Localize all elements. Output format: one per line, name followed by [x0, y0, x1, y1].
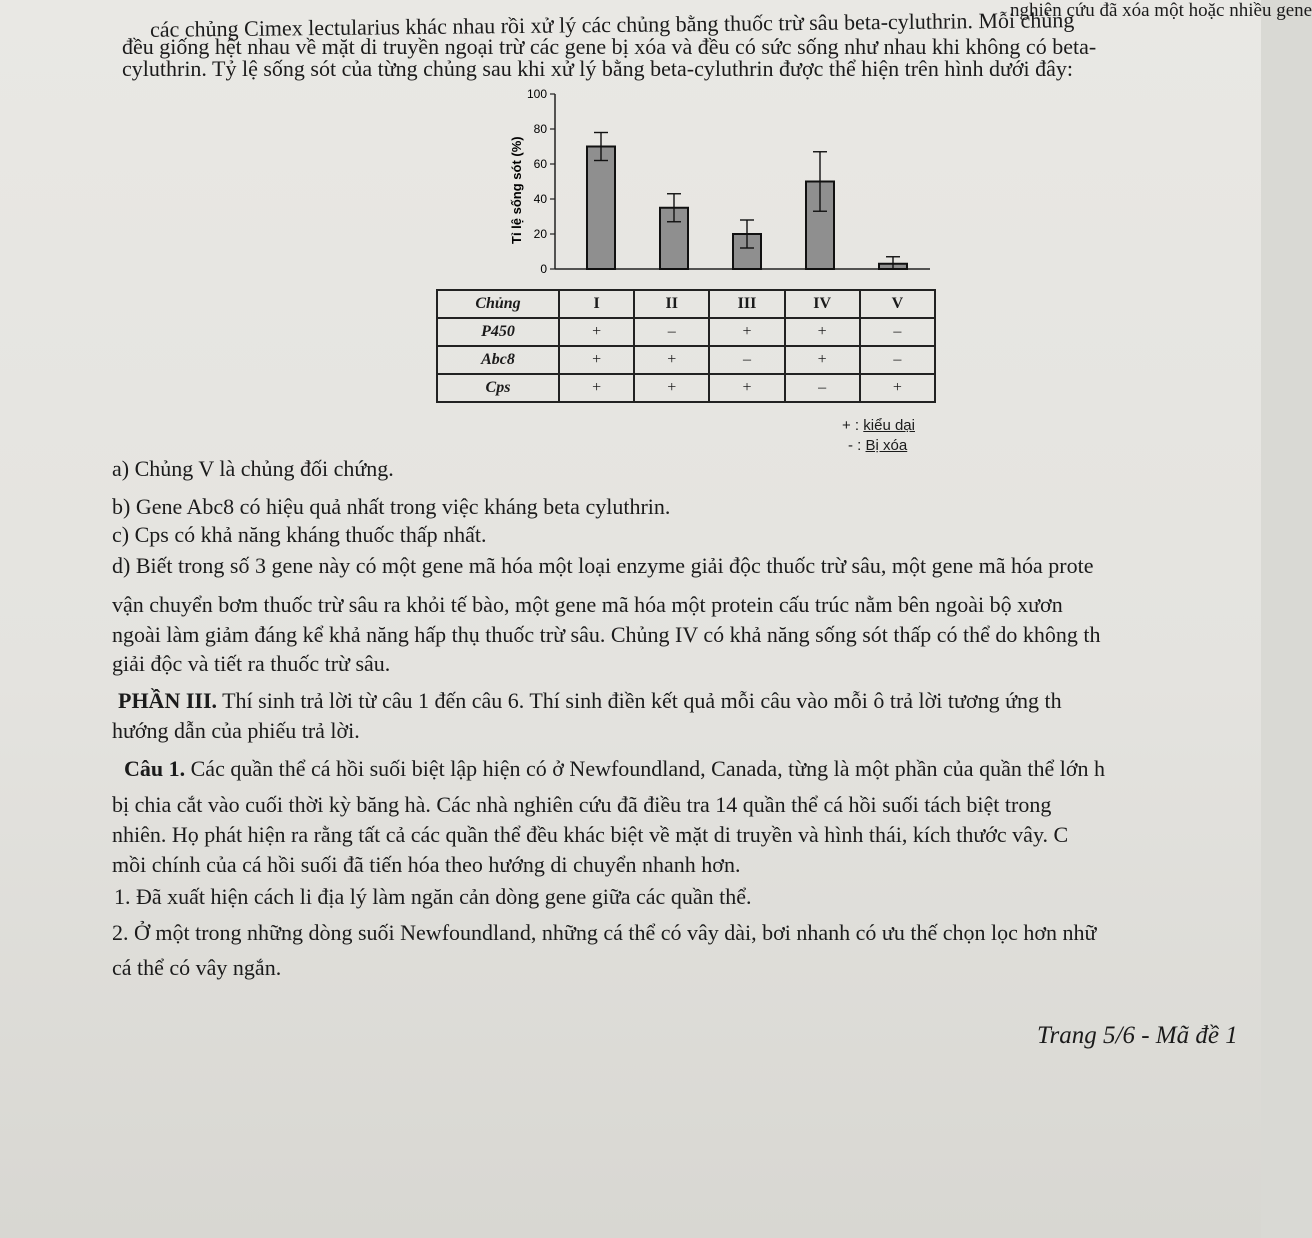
- question1-line-4: mồi chính của cá hồi suối đã tiến hóa theo hướng di chuyển nhanh hơn.: [112, 852, 741, 877]
- table-header-cell: III: [709, 290, 784, 318]
- table-cell: +: [634, 346, 709, 374]
- table-legend: [842, 416, 915, 456]
- statement-b: b) Gene Abc8 có hiệu quả nhất trong việc kháng beta cyluthrin.: [112, 494, 671, 519]
- table-cell: –: [785, 374, 860, 402]
- statement-d-line-1: d) Biết trong số 3 gene này có một gene mã hóa một loại enzyme giải độc thuốc trừ sâu, một gene mã hóa prote: [112, 553, 1094, 578]
- question1-item-2-line-2: cá thể có vây ngắn.: [112, 955, 282, 980]
- question1-item-1: 1. Đã xuất hiện cách li địa lý làm ngăn cản dòng gene giữa các quần thể.: [114, 884, 752, 909]
- y-tick-label: 0: [540, 262, 547, 276]
- part3-line-2: hướng dẫn của phiếu trả lời.: [112, 718, 360, 743]
- table-cell-gene: P450: [437, 318, 559, 346]
- y-tick-label: 100: [526, 87, 547, 101]
- statement-a: a) Chủng V là chủng đối chứng.: [112, 456, 394, 481]
- legend-minus: [842, 436, 915, 456]
- gene-table: [436, 289, 936, 403]
- table-header-cell: II: [634, 290, 709, 318]
- statement-d-line-3: ngoài làm giảm đáng kể khả năng hấp thụ thuốc trừ sâu. Chủng IV có khả năng sống sót thấp có thể do không th: [112, 622, 1101, 647]
- y-tick-label: 20: [533, 227, 547, 241]
- table-cell: +: [634, 374, 709, 402]
- question1-label: Câu 1.: [124, 756, 186, 781]
- survival-bar-chart: [490, 84, 940, 284]
- question1-item-2-line-1: 2. Ở một trong những dòng suối Newfoundland, những cá thể có vây dài, bơi nhanh có ưu thế chọn lọc hơn nhữ: [112, 920, 1097, 945]
- table-cell: +: [785, 346, 860, 374]
- y-axis-label: Tỉ lệ sống sót (%): [509, 136, 524, 244]
- table-row: [437, 346, 935, 374]
- intro-line-1: các chủng Cimex lectularius khác nhau rồi xử lý các chủng bằng thuốc trừ sâu beta-cyluthrin. Mỗi chủng: [149, 7, 1075, 42]
- y-tick-label: 60: [533, 157, 547, 171]
- statement-d-line-4: giải độc và tiết ra thuốc trừ sâu.: [112, 651, 391, 676]
- table-cell: –: [860, 346, 935, 374]
- legend-minus-text: Bị xóa: [865, 437, 908, 454]
- question1-line-1: [124, 756, 1261, 782]
- part3-line-1: [118, 688, 1261, 714]
- table-row: [437, 374, 935, 402]
- table-cell: +: [785, 318, 860, 346]
- legend-plus-text: kiểu dại: [863, 417, 915, 434]
- table-cell: +: [860, 374, 935, 402]
- intro-line-2: đều giống hệt nhau về mặt di truyền ngoại trừ các gene bị xóa và đều có sức sống như nhau khi không có beta-: [122, 34, 1097, 59]
- y-ticks: [527, 87, 555, 276]
- table-row: [437, 318, 935, 346]
- question1-line-2: bị chia cắt vào cuối thời kỳ băng hà. Các nhà nghiên cứu đã điều tra 14 quần thể cá hồi suối tách biệt trong: [112, 792, 1052, 817]
- table-cell: +: [709, 374, 784, 402]
- part3-text: Thí sinh trả lời từ câu 1 đến câu 6. Thí sinh điền kết quả mỗi câu vào mỗi ô trả lời tương ứng th: [217, 688, 1062, 713]
- legend-plus-symbol: + :: [842, 417, 860, 434]
- statement-c: c) Cps có khả năng kháng thuốc thấp nhất.: [112, 522, 487, 547]
- bar-I: [587, 147, 615, 270]
- legend-minus-symbol: - :: [848, 437, 862, 454]
- table-cell: –: [634, 318, 709, 346]
- table-cell: +: [559, 374, 634, 402]
- table-cell: +: [559, 318, 634, 346]
- table-header-cell: Chủng: [437, 290, 559, 318]
- y-tick-label: 80: [533, 122, 547, 136]
- legend-plus: [842, 416, 915, 436]
- table-cell: –: [709, 346, 784, 374]
- y-tick-label: 40: [533, 192, 547, 206]
- question1-line-3: nhiên. Họ phát hiện ra rằng tất cả các quần thể đều khác biệt về mặt di truyền và hình thái, kích thước vây. C: [112, 822, 1069, 847]
- intro-line-0: nghiên cứu đã xóa một hoặc nhiều gene: [1010, 0, 1312, 21]
- table-header-cell: IV: [785, 290, 860, 318]
- table-cell: –: [860, 318, 935, 346]
- statement-d-line-2: vận chuyển bơm thuốc trừ sâu ra khỏi tế bào, một gene mã hóa một protein cấu trúc nằm bên ngoài bộ xươn: [112, 592, 1063, 617]
- intro-line-3: cyluthrin. Tỷ lệ sống sót của từng chủng sau khi xử lý bằng beta-cyluthrin được thể hiện trên hình dưới đây:: [122, 56, 1073, 81]
- part3-title: PHẦN III.: [118, 688, 218, 713]
- page-footer: Trang 5/6 - Mã đề 1: [1037, 1022, 1238, 1049]
- table-cell-gene: Abc8: [437, 346, 559, 374]
- table-cell: +: [709, 318, 784, 346]
- table-cell-gene: Cps: [437, 374, 559, 402]
- table-cell: +: [559, 346, 634, 374]
- table-header-cell: V: [860, 290, 935, 318]
- table-header-row: [437, 290, 935, 318]
- table-header-cell: I: [559, 290, 634, 318]
- bars: [587, 133, 907, 270]
- question1-text: Các quần thể cá hồi suối biệt lập hiện có ở Newfoundland, Canada, từng là một phần của quần thể lớn h: [185, 756, 1105, 781]
